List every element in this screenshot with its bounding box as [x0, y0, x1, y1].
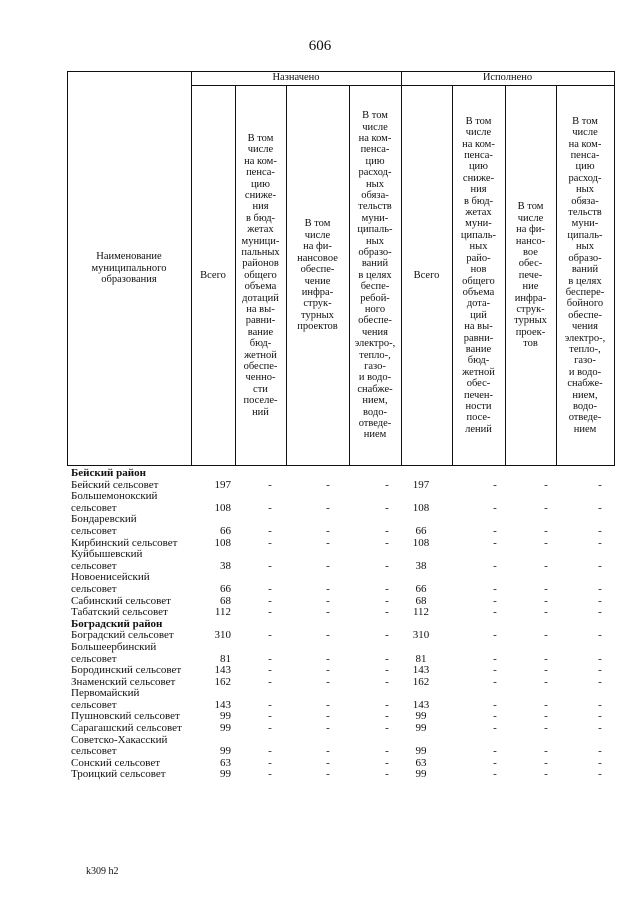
empty-dash-cell: - [326, 582, 330, 595]
empty-dash-cell: - [493, 675, 497, 688]
empty-dash-cell: - [326, 652, 330, 665]
empty-dash-cell: - [385, 745, 389, 758]
assigned-total-cell: 108 [214, 536, 231, 549]
table-body [67, 468, 615, 781]
empty-dash-cell: - [268, 745, 272, 758]
empty-dash-cell: - [598, 652, 602, 665]
assigned-total-cell: 108 [214, 501, 231, 514]
assigned-total-cell: 143 [214, 698, 231, 711]
empty-dash-cell: - [385, 710, 389, 723]
empty-dash-cell: - [268, 710, 272, 723]
table-row [67, 514, 615, 537]
assigned-c2-header: В том числе на фи- нансовое обеспе- чение инфра- струк- турных проектов [297, 218, 338, 333]
executed-total-cell: 99 [415, 722, 427, 735]
empty-dash-cell: - [385, 594, 389, 607]
table-row [67, 735, 615, 758]
empty-dash-cell: - [493, 524, 497, 537]
empty-dash-cell: - [598, 722, 602, 735]
empty-dash-cell: - [493, 756, 497, 769]
empty-dash-cell: - [493, 745, 497, 758]
district-name: Бейский район [71, 467, 146, 479]
empty-dash-cell: - [493, 594, 497, 607]
empty-dash-cell: - [544, 698, 548, 711]
municipality-name: Большемонокский сельсовет [71, 490, 158, 514]
empty-dash-cell: - [326, 664, 330, 677]
empty-dash-cell: - [385, 664, 389, 677]
district-name: Боградский район [71, 617, 163, 630]
assigned-total-cell: 99 [220, 768, 231, 781]
empty-dash-cell: - [268, 652, 272, 665]
empty-dash-cell: - [268, 536, 272, 549]
assigned-c1-header: В том числе на ком- пенса- цию сниже- ния в бюд- жетах муници- пальных районов общего объема дотаций на вы- равни- вание бюд- жетной обеспе- ченно- сти поселе- ний [241, 132, 280, 418]
empty-dash-cell: - [326, 768, 330, 781]
executed-c1-header: В том числе на ком- пенса- цию сниже- ния в бюд- жетах муни- ципаль- ных райо- нов общего объема дота- ций на вы- равни- вание бюд- жетной обес- печен- ности посе- лений [460, 115, 497, 435]
assigned-total-cell: 112 [214, 606, 231, 619]
empty-dash-cell: - [598, 664, 602, 677]
empty-dash-cell: - [493, 652, 497, 665]
empty-dash-cell: - [493, 664, 497, 677]
empty-dash-cell: - [326, 756, 330, 769]
empty-dash-cell: - [268, 664, 272, 677]
empty-dash-cell: - [268, 756, 272, 769]
executed-total-cell: 108 [412, 536, 430, 549]
empty-dash-cell: - [326, 606, 330, 619]
assigned-total-cell: 162 [214, 675, 231, 688]
municipality-name: Троицкий сельсовет [71, 768, 166, 781]
empty-dash-cell: - [268, 698, 272, 711]
empty-dash-cell: - [385, 478, 389, 491]
empty-dash-cell: - [326, 698, 330, 711]
empty-dash-cell: - [544, 664, 548, 677]
assigned-total-cell: 66 [220, 524, 231, 537]
empty-dash-cell: - [493, 536, 497, 549]
group-assigned: Назначено [272, 72, 320, 84]
empty-dash-cell: - [598, 629, 602, 642]
executed-c2-header: В том числе на фи- нансо- вое обес- пече- ние инфра- струк- турных проек- тов [514, 201, 547, 350]
table-row [67, 491, 615, 514]
municipality-name: Кирбинский сельсовет [71, 536, 178, 549]
assigned-total-cell: 66 [220, 582, 231, 595]
empty-dash-cell: - [268, 478, 272, 491]
empty-dash-cell: - [493, 710, 497, 723]
municipality-name: Советско-Хакасский сельсовет [71, 733, 168, 758]
table-row [67, 607, 615, 619]
empty-dash-cell: - [268, 524, 272, 537]
empty-dash-cell: - [493, 582, 497, 595]
empty-dash-cell: - [326, 524, 330, 537]
executed-total-cell: 38 [415, 559, 427, 572]
empty-dash-cell: - [544, 536, 548, 549]
executed-total-cell: 108 [412, 501, 430, 514]
empty-dash-cell: - [493, 606, 497, 619]
empty-dash-cell: - [598, 606, 602, 619]
assigned-total-header: Всего [200, 269, 226, 281]
empty-dash-cell: - [326, 629, 330, 642]
empty-dash-cell: - [268, 606, 272, 619]
empty-dash-cell: - [544, 652, 548, 665]
municipality-name: Табатский сельсовет [71, 606, 168, 619]
empty-dash-cell: - [326, 745, 330, 758]
empty-dash-cell: - [598, 594, 602, 607]
assigned-total-cell: 63 [220, 756, 231, 769]
table-row [67, 688, 615, 711]
empty-dash-cell: - [493, 559, 497, 572]
assigned-total-cell: 99 [220, 710, 231, 723]
municipality-name: Пушновский сельсовет [71, 710, 180, 723]
executed-c3-header: В том числе на ком- пенса- цию расход- ных обяза- тельств муни- ципаль- ных образо- ваний в целях беспере- бойного обеспе- чения электро-, тепло-, газо- и водо- снабже- нием, водо- отведе- нием [564, 115, 606, 435]
empty-dash-cell: - [598, 582, 602, 595]
executed-total-cell: 143 [412, 664, 430, 677]
empty-dash-cell: - [544, 675, 548, 688]
empty-dash-cell: - [326, 536, 330, 549]
empty-dash-cell: - [385, 606, 389, 619]
empty-dash-cell: - [385, 756, 389, 769]
empty-dash-cell: - [326, 501, 330, 514]
empty-dash-cell: - [598, 745, 602, 758]
assigned-total-cell: 81 [220, 652, 231, 665]
table-header [67, 71, 615, 466]
table-row [67, 538, 615, 550]
empty-dash-cell: - [544, 722, 548, 735]
municipality-name: Сабинский сельсовет [71, 594, 171, 607]
executed-total-cell: 99 [415, 768, 427, 781]
empty-dash-cell: - [598, 501, 602, 514]
empty-dash-cell: - [493, 478, 497, 491]
empty-dash-cell: - [544, 745, 548, 758]
municipality-name: Боградский сельсовет [71, 629, 174, 642]
col-name-header: Наименование муниципального образования [91, 251, 167, 286]
district-row [67, 468, 615, 480]
municipality-name: Сарагашский сельсовет [71, 722, 182, 735]
assigned-total-cell: 99 [220, 745, 231, 758]
assigned-total-cell: 68 [220, 594, 231, 607]
empty-dash-cell: - [326, 478, 330, 491]
empty-dash-cell: - [385, 524, 389, 537]
table-row [67, 642, 615, 665]
empty-dash-cell: - [385, 536, 389, 549]
empty-dash-cell: - [268, 629, 272, 642]
empty-dash-cell: - [268, 675, 272, 688]
empty-dash-cell: - [598, 478, 602, 491]
empty-dash-cell: - [385, 698, 389, 711]
empty-dash-cell: - [385, 722, 389, 735]
municipality-name: Знаменский сельсовет [71, 675, 176, 688]
empty-dash-cell: - [544, 606, 548, 619]
table-row [67, 572, 615, 595]
empty-dash-cell: - [544, 756, 548, 769]
executed-total-cell: 66 [415, 524, 427, 537]
empty-dash-cell: - [544, 629, 548, 642]
municipality-name: Куйбышевский сельсовет [71, 548, 143, 572]
municipality-name: Бейский сельсовет [71, 478, 159, 491]
empty-dash-cell: - [544, 524, 548, 537]
executed-total-cell: 63 [415, 756, 427, 769]
empty-dash-cell: - [326, 594, 330, 607]
empty-dash-cell: - [598, 536, 602, 549]
executed-total-cell: 112 [412, 606, 430, 619]
empty-dash-cell: - [385, 501, 389, 514]
empty-dash-cell: - [598, 768, 602, 781]
executed-total-cell: 162 [412, 675, 430, 688]
empty-dash-cell: - [598, 524, 602, 537]
empty-dash-cell: - [544, 582, 548, 595]
table-row [67, 549, 615, 572]
municipality-name: Бондаревский сельсовет [71, 513, 137, 537]
page-number: 606 [308, 38, 332, 54]
group-executed: Исполнено [482, 72, 533, 84]
empty-dash-cell: - [326, 722, 330, 735]
empty-dash-cell: - [493, 722, 497, 735]
municipality-name: Первомайский сельсовет [71, 687, 140, 711]
municipality-name: Новоенисейский сельсовет [71, 571, 150, 595]
empty-dash-cell: - [268, 501, 272, 514]
empty-dash-cell: - [544, 710, 548, 723]
executed-total-cell: 310 [412, 629, 430, 642]
empty-dash-cell: - [385, 629, 389, 642]
empty-dash-cell: - [326, 559, 330, 572]
empty-dash-cell: - [326, 710, 330, 723]
executed-total-cell: 99 [415, 710, 427, 723]
assigned-total-cell: 197 [214, 478, 231, 491]
empty-dash-cell: - [385, 768, 389, 781]
empty-dash-cell: - [544, 768, 548, 781]
municipality-name: Сонский сельсовет [71, 756, 161, 769]
table-row [67, 769, 615, 781]
empty-dash-cell: - [598, 559, 602, 572]
empty-dash-cell: - [544, 478, 548, 491]
executed-total-cell: 197 [412, 478, 430, 491]
executed-total-cell: 68 [415, 594, 427, 607]
footer-code: k309 h2 [86, 866, 119, 877]
executed-total-header: Всего [413, 269, 440, 281]
executed-total-cell: 66 [415, 582, 427, 595]
assigned-total-cell: 143 [214, 664, 231, 677]
empty-dash-cell: - [598, 698, 602, 711]
empty-dash-cell: - [385, 652, 389, 665]
executed-total-cell: 99 [415, 745, 427, 758]
assigned-c3-header: В том числе на ком- пенса- цию расход- ных обяза- тельств муни- ципаль- ных образо- ваний в целях беспе- ребой- ного обеспе- чения электро-, тепло-, газо- и водо- снабже- нием, водо- отведе- нием [354, 110, 396, 441]
assigned-total-cell: 99 [220, 722, 231, 735]
executed-total-cell: 143 [412, 698, 430, 711]
empty-dash-cell: - [385, 582, 389, 595]
empty-dash-cell: - [326, 675, 330, 688]
empty-dash-cell: - [268, 559, 272, 572]
empty-dash-cell: - [268, 594, 272, 607]
empty-dash-cell: - [493, 768, 497, 781]
municipality-name: Бородинский сельсовет [71, 664, 182, 677]
table-row [67, 665, 615, 677]
empty-dash-cell: - [268, 582, 272, 595]
executed-total-cell: 81 [415, 652, 427, 665]
empty-dash-cell: - [544, 559, 548, 572]
empty-dash-cell: - [598, 756, 602, 769]
municipality-name: Большеербинский сельсовет [71, 640, 157, 665]
empty-dash-cell: - [598, 710, 602, 723]
assigned-total-cell: 310 [214, 629, 231, 642]
empty-dash-cell: - [268, 768, 272, 781]
table-row [67, 723, 615, 735]
table-row [67, 677, 615, 689]
empty-dash-cell: - [493, 501, 497, 514]
empty-dash-cell: - [544, 501, 548, 514]
assigned-total-cell: 38 [220, 559, 231, 572]
empty-dash-cell: - [493, 698, 497, 711]
empty-dash-cell: - [385, 675, 389, 688]
empty-dash-cell: - [493, 629, 497, 642]
empty-dash-cell: - [598, 675, 602, 688]
empty-dash-cell: - [385, 559, 389, 572]
empty-dash-cell: - [544, 594, 548, 607]
empty-dash-cell: - [268, 722, 272, 735]
